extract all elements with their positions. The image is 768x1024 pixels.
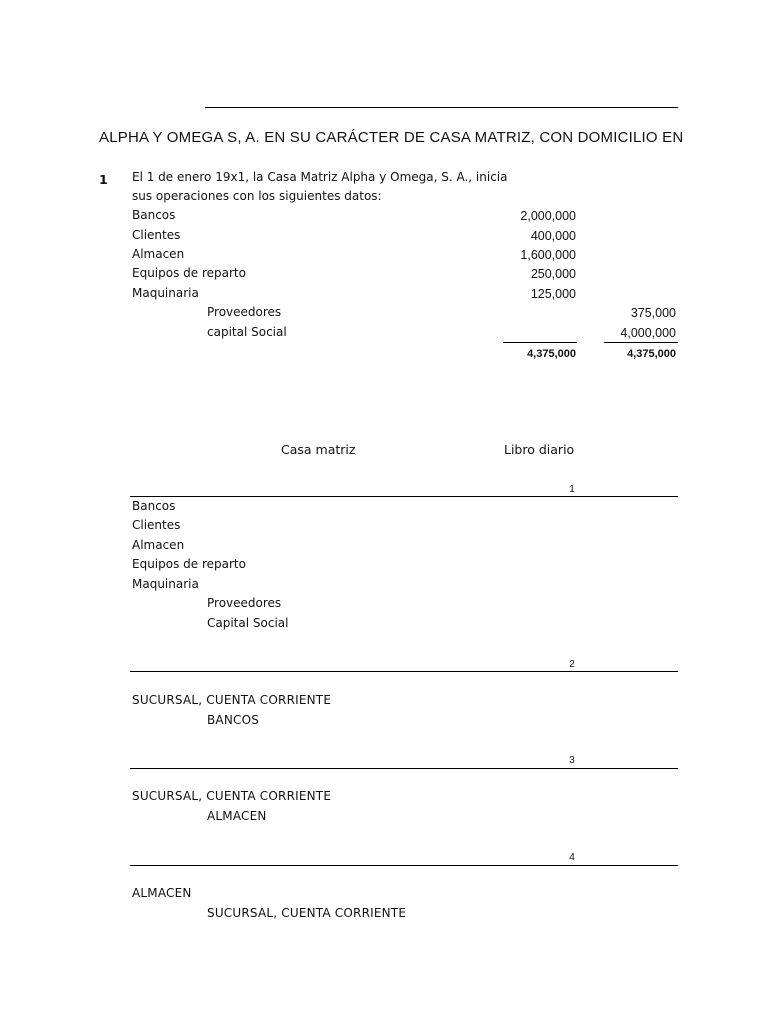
entry3-credit: ALMACEN (207, 809, 267, 823)
balance-amount-almacen: 1,600,000 (520, 248, 576, 262)
entry-rule-4 (130, 865, 678, 866)
total-credit: 4,375,000 (627, 348, 676, 360)
entry2-credit: BANCOS (207, 713, 260, 727)
entry3-debit: SUCURSAL, CUENTA CORRIENTE (132, 789, 332, 803)
total-rule-debit (503, 342, 577, 343)
entry2-debit: SUCURSAL, CUENTA CORRIENTE (132, 693, 332, 707)
entry-rule-2 (130, 671, 678, 672)
balance-label-proveedores: Proveedores (207, 305, 282, 319)
balance-label-bancos: Bancos (132, 208, 176, 222)
journal-right-header: Libro diario (504, 442, 575, 457)
entry1-debit-equipos: Equipos de reparto (132, 557, 246, 571)
entry1-credit-proveedores: Proveedores (207, 596, 282, 610)
balance-label-almacen: Almacen (132, 247, 185, 261)
exercise-intro-line2: sus operaciones con los siguientes datos: (132, 189, 382, 203)
entry-number-2: 2 (569, 659, 575, 670)
entry1-credit-capital-social: Capital Social (207, 616, 289, 630)
balance-amount-proveedores: 375,000 (630, 306, 676, 320)
entry-number-1: 1 (569, 484, 575, 495)
balance-label-equipos: Equipos de reparto (132, 266, 246, 280)
entry1-debit-clientes: Clientes (132, 518, 181, 532)
entry-number-4: 4 (569, 852, 575, 863)
document-title: ALPHA Y OMEGA S, A. EN SU CARÁCTER DE CASA MATRIZ, CON DOMICILIO EN (99, 129, 684, 146)
total-rule-credit (604, 342, 678, 343)
balance-label-maquinaria: Maquinaria (132, 286, 199, 300)
balance-label-clientes: Clientes (132, 228, 181, 242)
exercise-number: 1 (99, 172, 108, 187)
top-rule (205, 107, 678, 108)
balance-label-capital-social: capital Social (207, 325, 287, 339)
exercise-intro-line1: El 1 de enero 19x1, la Casa Matriz Alpha y Omega, S. A., inicia (132, 170, 508, 184)
balance-amount-bancos: 2,000,000 (520, 209, 576, 223)
entry-rule-1 (130, 496, 678, 497)
total-debit: 4,375,000 (527, 348, 576, 360)
entry1-debit-maquinaria: Maquinaria (132, 577, 199, 591)
journal-left-header: Casa matriz (281, 442, 356, 457)
entry4-credit: SUCURSAL, CUENTA CORRIENTE (207, 906, 407, 920)
balance-amount-maquinaria: 125,000 (530, 287, 576, 301)
entry-number-3: 3 (569, 755, 575, 766)
balance-amount-capital-social: 4,000,000 (620, 326, 676, 340)
balance-amount-clientes: 400,000 (530, 229, 576, 243)
balance-amount-equipos: 250,000 (530, 267, 576, 281)
entry1-debit-almacen: Almacen (132, 538, 185, 552)
entry1-debit-bancos: Bancos (132, 499, 176, 513)
entry-rule-3 (130, 768, 678, 769)
entry4-debit: ALMACEN (132, 886, 192, 900)
